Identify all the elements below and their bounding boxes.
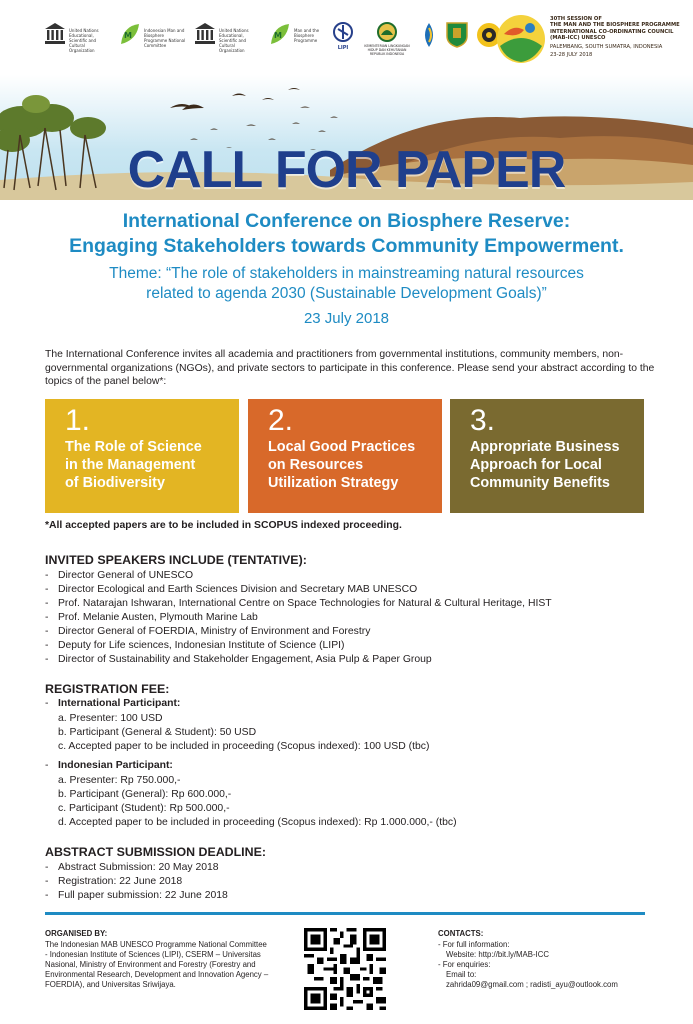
- speakers-heading: INVITED SPEAKERS INCLUDE (TENTATIVE):: [45, 553, 307, 567]
- ministry-environment-logo: [362, 22, 412, 56]
- info-label: - For full information:: [438, 940, 510, 949]
- list-item: - Director General of UNESCO: [45, 569, 552, 583]
- panel-title: [470, 438, 644, 492]
- qr-code-icon[interactable]: [304, 928, 386, 1010]
- mab-programme-logo: [269, 22, 324, 46]
- indonesian-fee-list: [58, 774, 457, 830]
- intro-paragraph: The International Conference invites all academia and practitioners from governmental institutions, community members, non-governmental organizations (NGOs), and private sectors to participate in this conference. Please send your abstract according to the topics of the panel below*:: [45, 349, 655, 388]
- mab-national-caption: Indonesian Man and Biosphere Programme National Committee: [144, 28, 186, 48]
- conference-title: [0, 209, 693, 259]
- list-item: a. Presenter: Rp 750.000,-: [58, 775, 181, 786]
- panel-title: [268, 438, 442, 492]
- contacts-heading: CONTACTS:: [438, 929, 484, 938]
- event-description: [550, 16, 690, 58]
- enquiries-label: - For enquiries:: [438, 960, 490, 969]
- theme-line-2: related to agenda 2030 (Sustainable Development Goals)”: [146, 285, 547, 302]
- list-item: a. Presenter: 100 USD: [58, 713, 163, 724]
- contacts-block: [438, 929, 658, 990]
- organised-by: [45, 929, 270, 990]
- panel-topic-3: [450, 399, 644, 513]
- list-item: - Prof. Melanie Austen, Plymouth Marine Lab: [45, 611, 552, 625]
- deadline-list: [45, 861, 228, 903]
- mab-icc-event-icon: [494, 12, 548, 66]
- panel-title-line: on Resources: [268, 457, 364, 473]
- panel-title-line: of Biodiversity: [65, 475, 165, 491]
- website-link[interactable]: Website: http://bit.ly/MAB-ICC: [446, 950, 549, 959]
- ministry-caption: KEMENTERIAN LINGKUNGAN HIDUP DAN KEHUTANAN REPUBLIK INDONESIA: [364, 44, 410, 56]
- unesco-logo: [44, 22, 111, 53]
- panel-title-line: Local Good Practices: [268, 439, 416, 455]
- list-item: c. Accepted paper to be included in proceeding (Scopus indexed): 100 USD (tbc): [58, 741, 430, 752]
- organised-text: The Indonesian MAB UNESCO Programme National Committee - Indonesian Institute of Sciences (LIPI), CSERM – Universitas Nasional, Ministry of Environment and Forestry (Forestry and Environmental Research, Development and Innovation Agency – FOERDIA), and Universitas Sriwijaya.: [45, 940, 269, 989]
- panel-topic-2: [248, 399, 442, 513]
- mab-leaf-icon: [269, 22, 291, 46]
- unesco-temple-icon: [44, 22, 66, 46]
- lipi-logo: [332, 22, 354, 51]
- email-label: Email to:: [446, 970, 477, 979]
- footer-divider: [45, 912, 645, 915]
- international-heading: - International Participant:: [45, 698, 180, 709]
- organised-heading: ORGANISED BY:: [45, 929, 108, 938]
- list-item: - Registration: 22 June 2018: [45, 875, 228, 889]
- panel-number: 2.: [268, 404, 294, 437]
- speakers-list: [45, 569, 552, 667]
- list-item: - Director Ecological and Earth Sciences Division and Secretary MAB UNESCO: [45, 583, 552, 597]
- conference-date: 23 July 2018: [303, 310, 390, 327]
- panel-topic-1: [45, 399, 239, 513]
- event-place: PALEMBANG, SOUTH SUMATRA, INDONESIA: [550, 43, 663, 50]
- list-item: c. Participant (Student): Rp 500.000,-: [58, 803, 230, 814]
- event-line-3: INTERNATIONAL CO-ORDINATING COUNCIL: [550, 28, 674, 35]
- event-dates: 23-28 JULY 2018: [550, 52, 593, 59]
- lipi-emblem-icon: [332, 22, 354, 42]
- event-line-4: (MAB-ICC) UNESCO: [550, 35, 606, 42]
- unesco-caption: United Nations Educational, Scientific and Cultural Organization: [69, 28, 99, 53]
- email-addresses[interactable]: zahrida09@gmail.com ; radisti_ayu@outlook.com: [446, 980, 618, 989]
- deadline-heading: ABSTRACT SUBMISSION DEADLINE:: [45, 845, 266, 859]
- mab-programme-caption: Man and the Biosphere Programme: [294, 28, 320, 43]
- panel-title-line: The Role of Science: [65, 439, 202, 455]
- province-shield-icon: [446, 22, 468, 48]
- drop-emblem-icon: [420, 22, 438, 48]
- conference-title-line-1: International Conference on Biosphere Reserve:: [122, 210, 571, 232]
- partner-logos: [44, 22, 502, 56]
- international-fee-list: [58, 712, 429, 754]
- registration-heading: REGISTRATION FEE:: [45, 682, 170, 696]
- theme-line-1: Theme: “The role of stakeholders in mainstreaming natural resources: [109, 265, 584, 282]
- conference-title-line-2: Engaging Stakeholders towards Community Empowerment.: [69, 235, 624, 257]
- list-item: - Director of Sustainability and Stakeholder Engagement, Asia Pulp & Paper Group: [45, 653, 552, 667]
- list-item: - Deputy for Life sciences, Indonesian Institute of Science (LIPI): [45, 639, 552, 653]
- ministry-emblem-icon: [375, 22, 399, 42]
- panel-title-line: Approach for Local: [470, 457, 602, 473]
- mab-national-logo: [119, 22, 186, 48]
- call-for-paper-title: CALL FOR PAPER: [127, 141, 566, 199]
- list-item: - Full paper submission: 22 June 2018: [45, 889, 228, 903]
- header-banner: [0, 0, 693, 200]
- conference-theme: [0, 264, 693, 304]
- panel-title-line: in the Management: [65, 457, 196, 473]
- unesco-mab-caption: United Nations Educational, Scientific and Cultural Organization: [219, 28, 249, 53]
- event-line-1: 30TH SESSION OF: [550, 16, 602, 22]
- svg-text:M: M: [274, 31, 282, 40]
- list-item: b. Participant (General & Student): 50 USD: [58, 727, 257, 738]
- list-item: - Prof. Natarajan Ishwaran, International Centre on Space Technologies for Natural & Cultural Heritage, HIST: [45, 597, 552, 611]
- panel-title-line: Appropriate Business: [470, 439, 620, 455]
- list-item: d. Accepted paper to be included in proceeding (Scopus indexed): Rp 1.000.000,- (tbc): [58, 817, 457, 828]
- mab-leaf-icon: [119, 22, 141, 46]
- scopus-note: *All accepted papers are to be included in SCOPUS indexed proceeding.: [45, 520, 402, 531]
- unesco-mab-logo: [194, 22, 261, 53]
- panel-title-line: Utilization Strategy: [268, 475, 399, 491]
- event-line-2: THE MAN AND THE BIOSPHERE PROGRAMME: [550, 22, 680, 29]
- panel-title-line: Community Benefits: [470, 475, 610, 491]
- panel-title: [65, 438, 239, 492]
- unesco-temple-icon: [194, 22, 216, 46]
- list-item: - Abstract Submission: 20 May 2018: [45, 861, 228, 875]
- svg-text:M: M: [124, 31, 132, 40]
- panel-number: 3.: [470, 404, 496, 437]
- panel-number: 1.: [65, 404, 91, 437]
- indonesian-heading: - Indonesian Participant:: [45, 760, 173, 771]
- list-item: b. Participant (General): Rp 600.000,-: [58, 789, 232, 800]
- lipi-caption: LIPI: [337, 45, 349, 51]
- list-item: - Director General of FOERDIA, Ministry of Environment and Forestry: [45, 625, 552, 639]
